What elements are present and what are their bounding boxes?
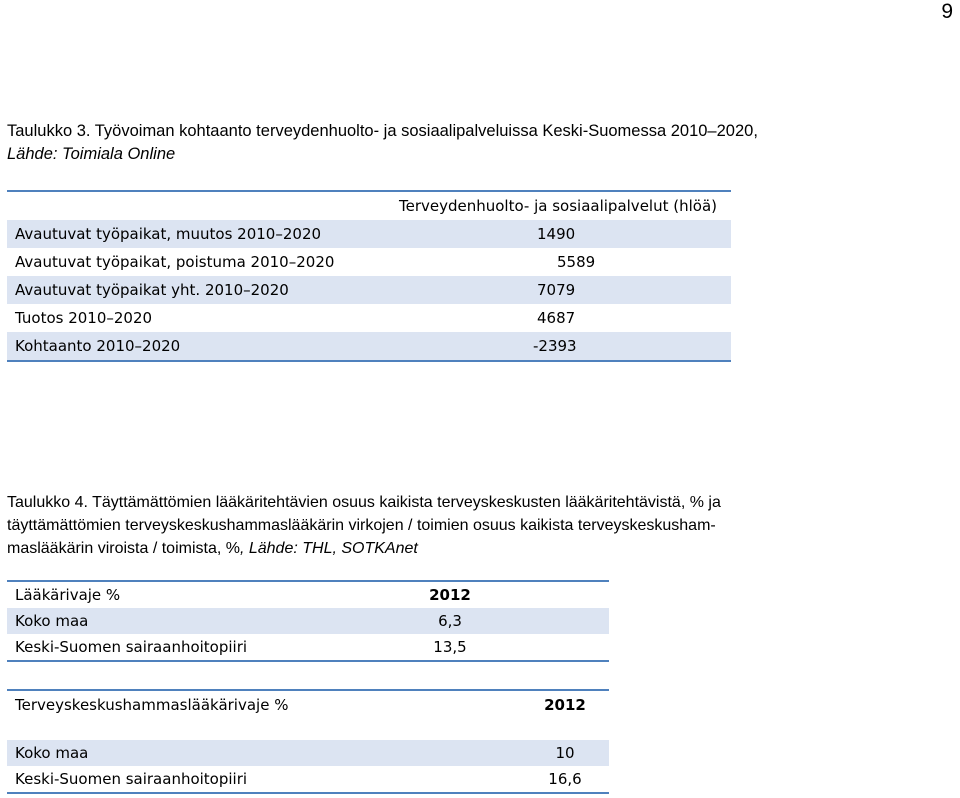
table-row [7, 248, 731, 276]
table3-row-value: 7079 [373, 276, 731, 304]
table4a-row-label: Koko maa [7, 608, 420, 634]
page-number: 9 [941, 0, 953, 23]
table4-caption-source: , Lähde: THL, SOTKAnet [239, 540, 418, 557]
table4-doctor-shortage [7, 580, 609, 662]
table3-row-label: Avautuvat työpaikat yht. 2010–2020 [7, 276, 373, 304]
table4-dentist-shortage [7, 689, 609, 794]
table4-caption-line3: maslääkärin viroista / toimista, %, Lähde: THL, SOTKAnet [7, 540, 418, 557]
table4a-row-label: Keski-Suomen sairaanhoitopiiri [15, 638, 248, 656]
table4a-header-label: Lääkärivaje % [15, 586, 121, 604]
table4b-row-value: 10 [535, 740, 595, 766]
table3-row-label: Kohtaanto 2010–2020 [7, 332, 373, 361]
table-row [7, 332, 731, 361]
table-row [7, 304, 731, 332]
table3-row-value: 1490 [373, 220, 731, 248]
table-row [7, 276, 731, 304]
table3-caption-title: Taulukko 3. Työvoiman kohtaanto terveydenhuolto- ja sosiaalipalveluissa Keski-Suomessa 2010–2020, [7, 122, 758, 140]
table3-row-value: 4687 [537, 309, 576, 327]
table-header-row [7, 581, 609, 608]
table4a-row-value: 6,3 [420, 608, 480, 634]
table4b-row-label: Keski-Suomen sairaanhoitopiiri [15, 770, 248, 788]
table3-caption [7, 120, 952, 166]
table3-row-label: Tuotos 2010–2020 [15, 309, 153, 327]
table3-caption-source: Lähde: Toimiala Online [7, 145, 176, 163]
table-row [7, 634, 609, 661]
table4a-header-year: 2012 [429, 586, 471, 604]
table3-header: Terveydenhuolto- ja sosiaalipalvelut (hlöä) [398, 197, 717, 215]
table4b-header-year: 2012 [544, 696, 586, 714]
table-row [7, 740, 609, 766]
table4-caption [7, 491, 952, 560]
table4a-row-value: 13,5 [433, 638, 467, 656]
table3-row-value: 5589 [557, 253, 596, 271]
table4-caption-line1: Taulukko 4. Täyttämättömien lääkäritehtävien osuus kaikista terveyskeskusten lääkäritehtävistä, % ja [7, 494, 721, 511]
table-row [7, 766, 609, 793]
table4b-row-label: Koko maa [7, 740, 420, 766]
table3-row-label: Avautuvat työpaikat, muutos 2010–2020 [7, 220, 373, 248]
table-row [7, 608, 609, 634]
table4b-header-label: Terveyskeskushammaslääkärivaje % [15, 696, 289, 714]
table-row [7, 220, 731, 248]
table3-row-value: -2393 [373, 332, 731, 361]
table4-caption-line2: täyttämättömien terveyskeskushammaslääkärin virkojen / toimien osuus kaikista terveyskeskusham- [7, 517, 716, 534]
table3-row-label: Avautuvat työpaikat, poistuma 2010–2020 [15, 253, 335, 271]
table-header-row [7, 690, 609, 740]
table3 [7, 190, 731, 362]
table4b-row-value: 16,6 [548, 770, 582, 788]
table3-header-row [7, 191, 731, 220]
